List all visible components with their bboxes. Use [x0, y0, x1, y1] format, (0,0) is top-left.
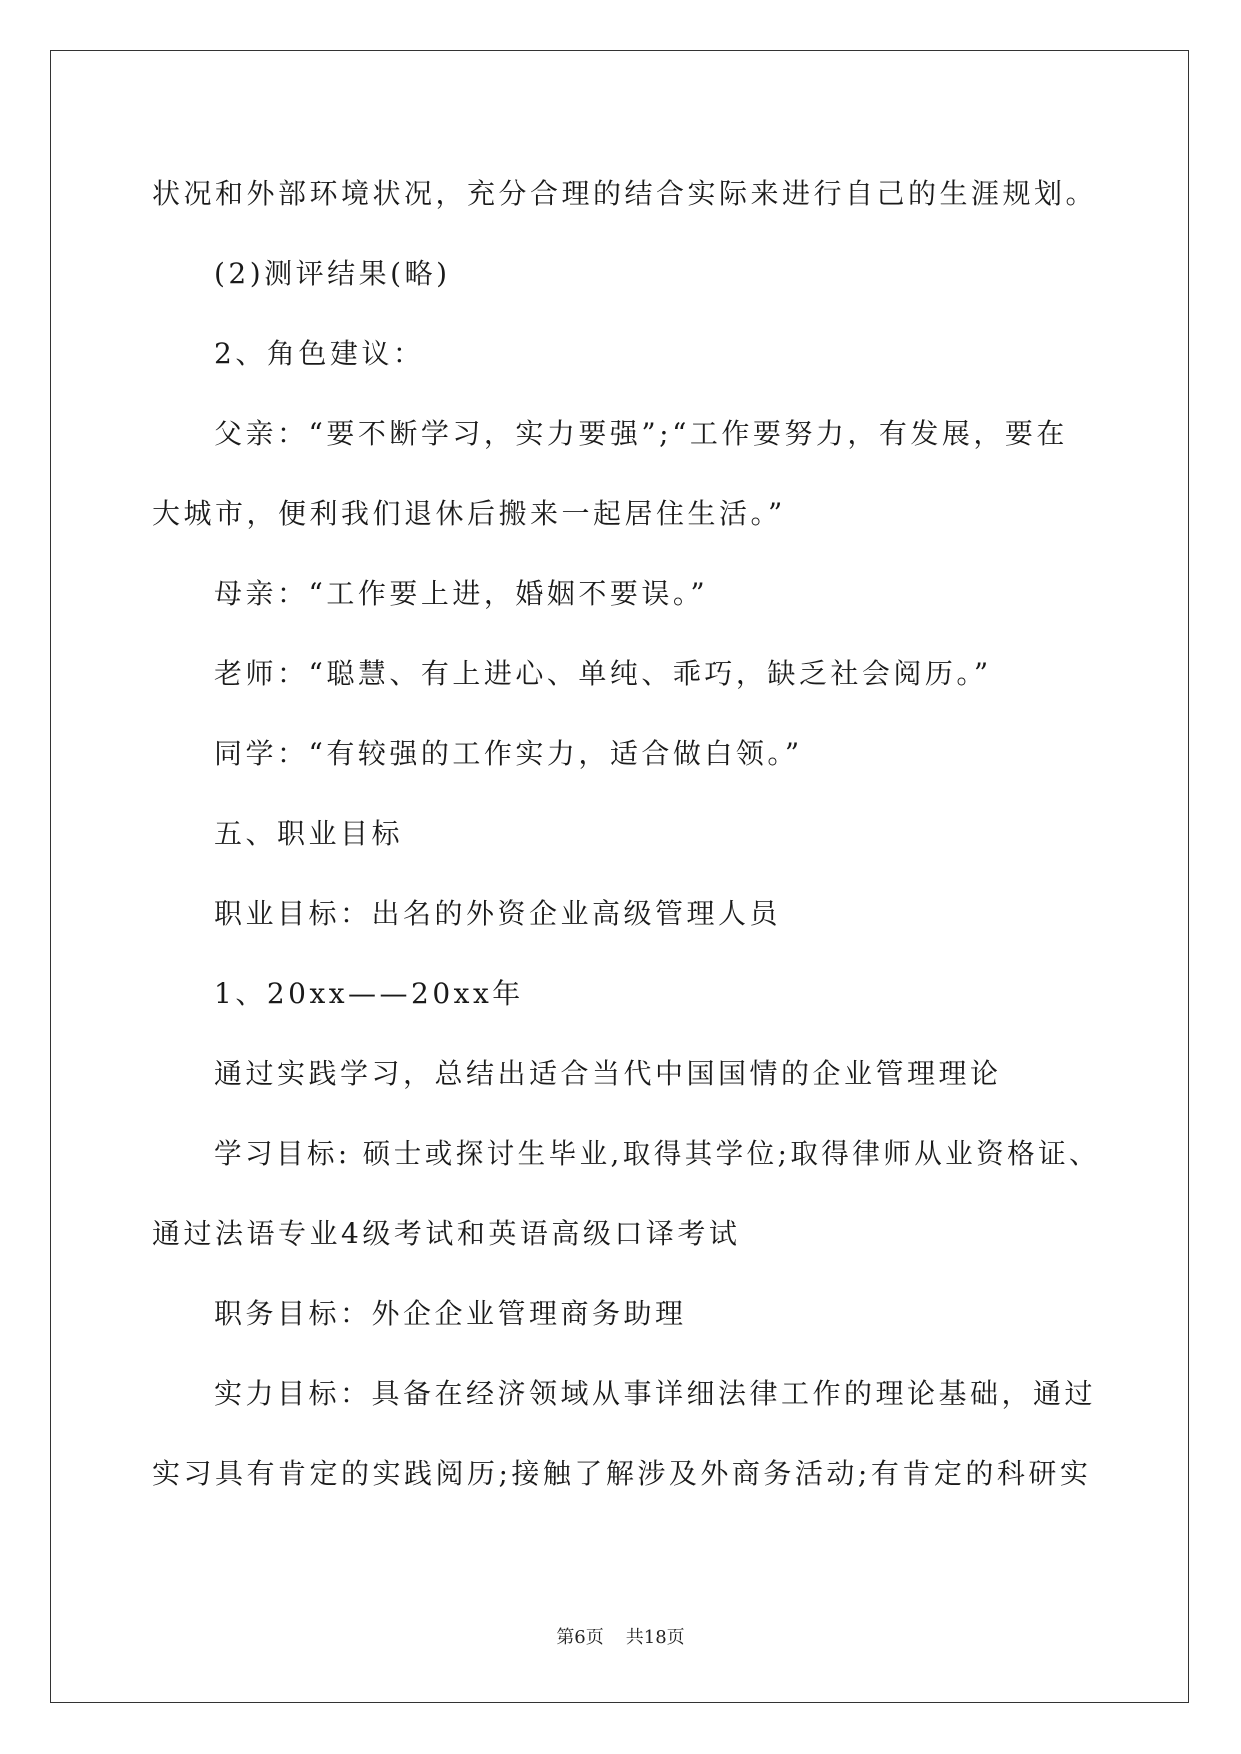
body-line-7: 老师：“聪慧、有上进心、单纯、乖巧，缺乏社会阅历。”	[214, 657, 992, 690]
body-line-14: 通过法语专业4级考试和英语高级口译考试	[152, 1217, 741, 1250]
body-line-11: 1、20xx——20xx年	[214, 977, 524, 1010]
body-line-17: 实习具有肯定的实践阅历;接触了解涉及外商务活动;有肯定的科研实	[152, 1457, 1092, 1490]
body-line-10: 职业目标：出名的外资企业高级管理人员	[214, 897, 782, 930]
body-line-16: 实力目标：具备在经济领域从事详细法律工作的理论基础，通过	[214, 1377, 1097, 1410]
body-line-13: 学习目标: 硕士或探讨生毕业,取得其学位;取得律师从业资格证、	[214, 1137, 1101, 1170]
body-line-5: 大城市，便利我们退休后搬来一起居住生活。”	[152, 497, 786, 530]
body-line-1: 状况和外部环境状况，充分合理的结合实际来进行自己的生涯规划。	[152, 177, 1098, 210]
page-footer	[0, 1626, 1241, 1650]
body-line-12: 通过实践学习，总结出适合当代中国国情的企业管理理论	[214, 1057, 1002, 1090]
body-line-2: (2)测评结果(略)	[214, 257, 451, 290]
page-number: 第6页	[556, 1627, 604, 1648]
body-line-4: 父亲：“要不断学习，实力要强”;“工作要努力，有发展，要在	[214, 417, 1068, 450]
body-line-3: 2、角色建议：	[214, 337, 425, 370]
body-line-8: 同学：“有较强的工作实力，适合做白领。”	[214, 737, 803, 770]
body-line-6: 母亲：“工作要上进，婚姻不要误。”	[214, 577, 709, 610]
body-line-15: 职务目标：外企企业管理商务助理	[214, 1297, 687, 1330]
body-line-9: 五、职业目标	[214, 817, 404, 850]
page-total: 共18页	[625, 1627, 685, 1648]
